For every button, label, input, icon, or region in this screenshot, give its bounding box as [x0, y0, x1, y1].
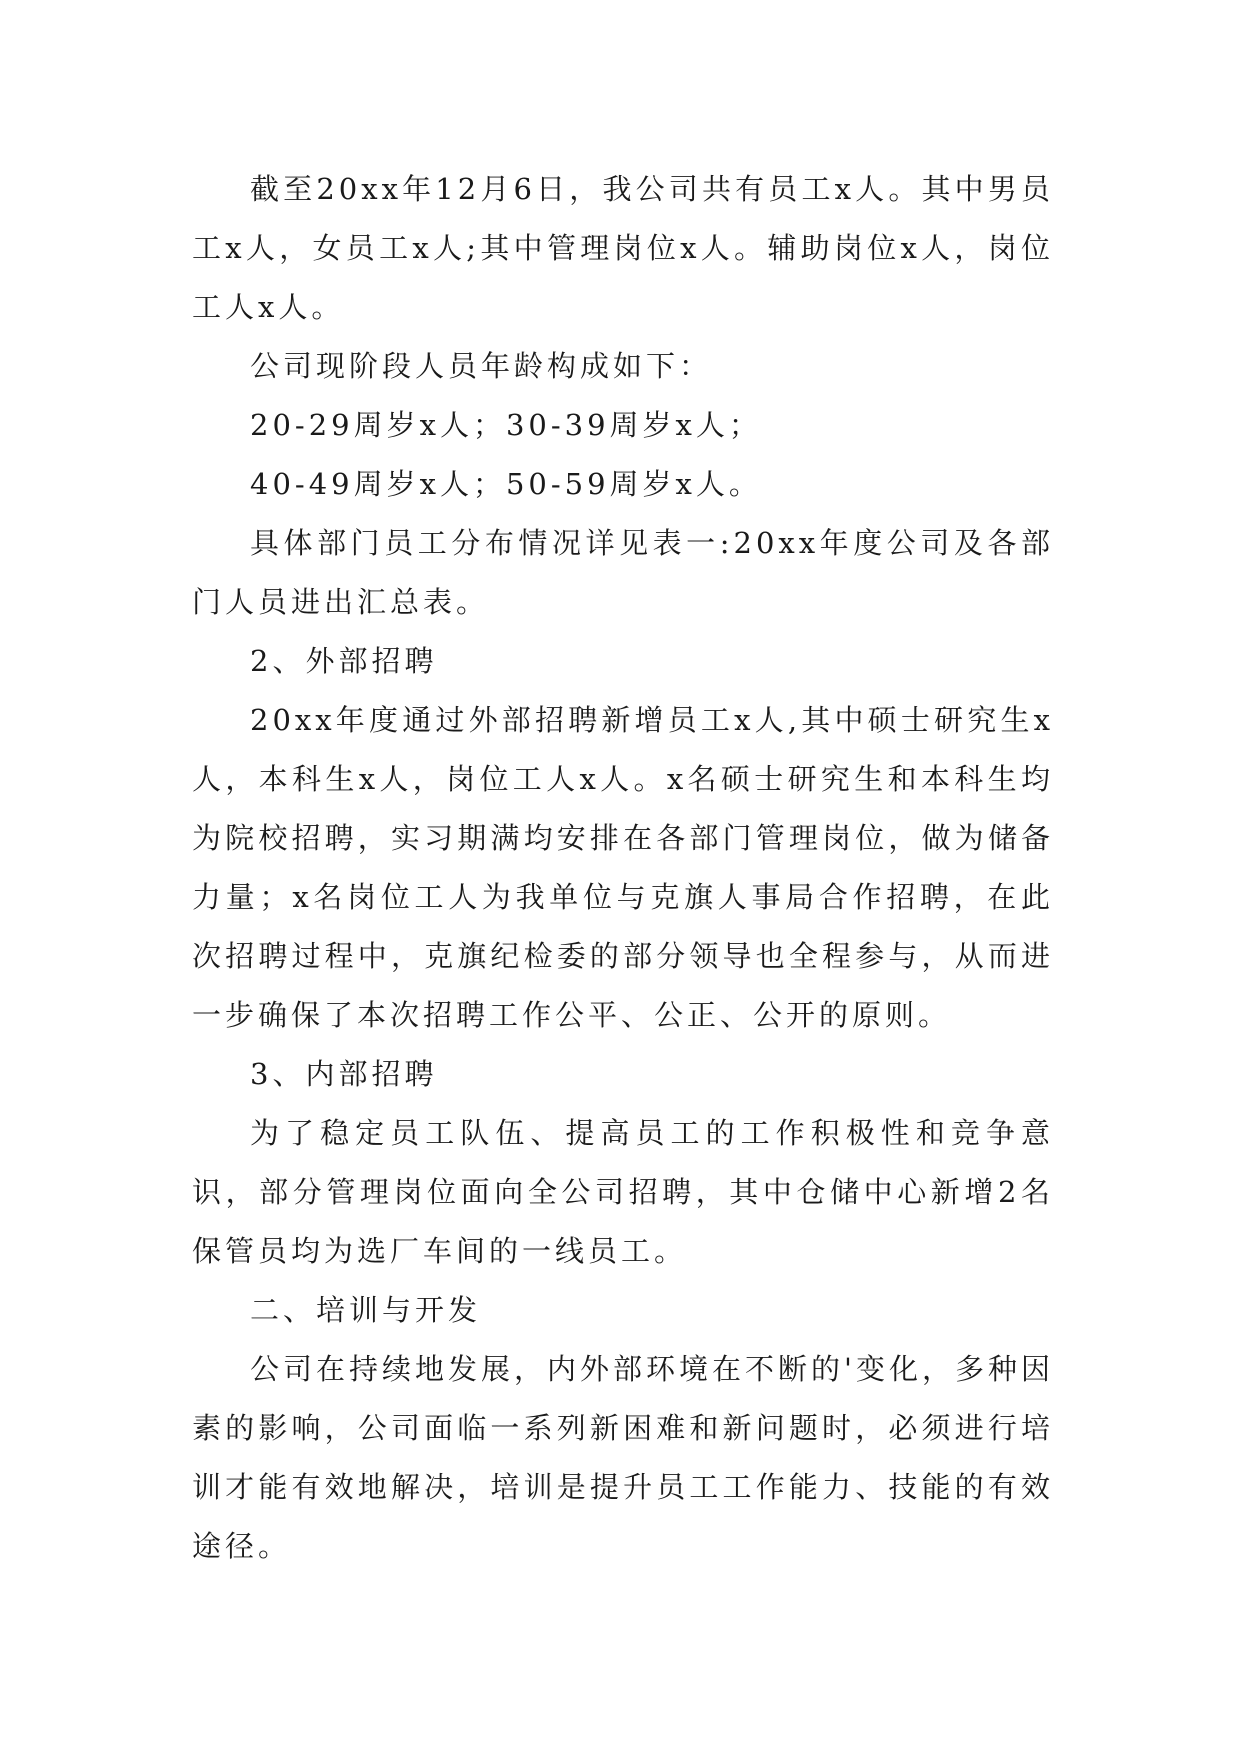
paragraph-internal-recruitment: 为了稳定员工队伍、提高员工的工作积极性和竞争意识，部分管理岗位面向全公司招聘，其中仓储中心新增2名保管员均为选厂车间的一线员工。	[192, 1116, 1054, 1268]
heading-training-development: 二、培训与开发	[250, 1293, 482, 1327]
paragraph-age-20-39: 20-29周岁x人；30-39周岁x人；	[250, 408, 762, 442]
heading-internal-recruitment: 3、内部招聘	[250, 1057, 438, 1091]
paragraph-department-table-ref: 具体部门员工分布情况详见表一:20xx年度公司及各部门人员进出汇总表。	[192, 526, 1054, 619]
paragraph-external-recruitment: 20xx年度通过外部招聘新增员工x人,其中硕士研究生x人，本科生x人，岗位工人x人。x名硕士研究生和本科生均为院校招聘，实习期满均安排在各部门管理岗位，做为储备力量；x名岗位工人为我单位与克旗人事局合作招聘，在此次招聘过程中，克旗纪检委的部分领导也全程参与，从而进一步确保了本次招聘工作公平、公正、公开的原则。	[192, 703, 1054, 1032]
paragraph-training-development: 公司在持续地发展，内外部环境在不断的'变化，多种因素的影响，公司面临一系列新困难和新问题时，必须进行培训才能有效地解决，培训是提升员工工作能力、技能的有效途径。	[192, 1352, 1054, 1563]
paragraph-age-40-59: 40-49周岁x人；50-59周岁x人。	[250, 467, 762, 501]
paragraph-staff-count: 截至20xx年12月6日，我公司共有员工x人。其中男员工x人，女员工x人;其中管理岗位x人。辅助岗位x人，岗位工人x人。	[192, 172, 1054, 324]
paragraph-age-intro: 公司现阶段人员年龄构成如下：	[250, 349, 713, 383]
heading-external-recruitment: 2、外部招聘	[250, 644, 438, 678]
document-body	[192, 160, 1054, 1576]
